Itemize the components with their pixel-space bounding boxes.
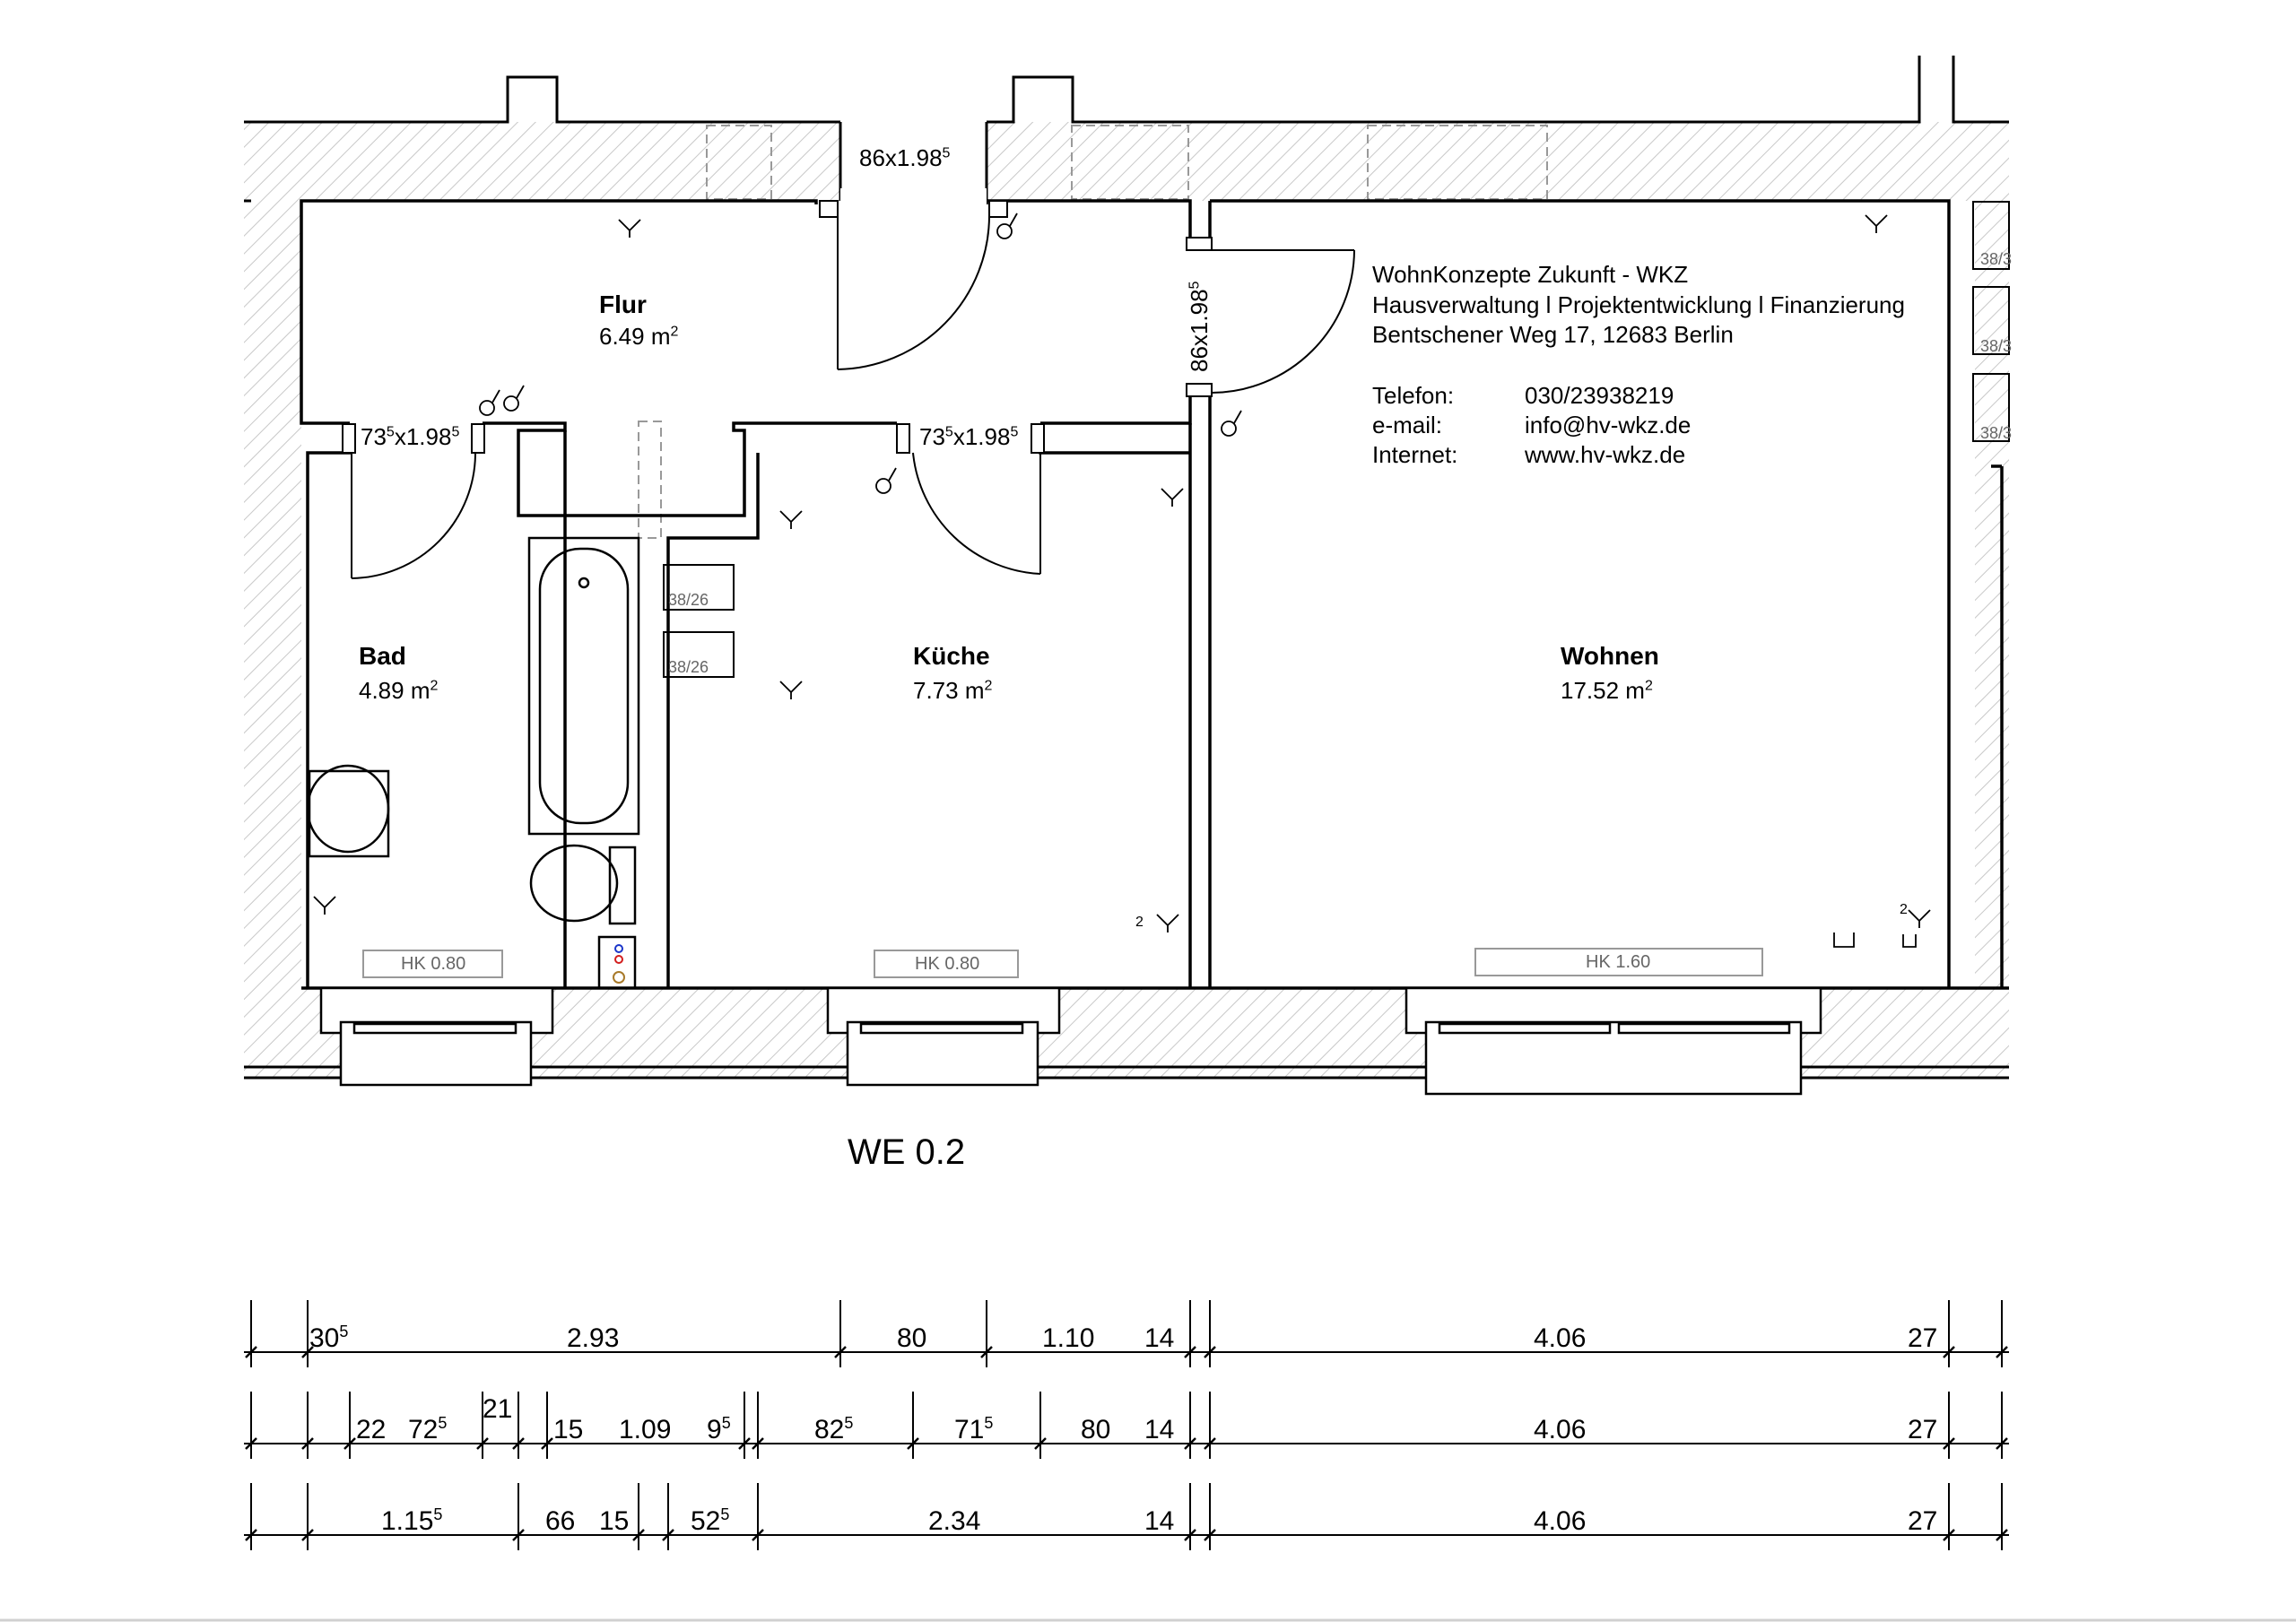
dim-r1-1: $30^5$	[309, 1323, 349, 1353]
dim-r2-6: $9^5$	[707, 1414, 731, 1444]
radiator-outlines	[363, 949, 1762, 977]
dim-r2-2: $72^5$	[408, 1414, 448, 1444]
door-dim-kueche: $73^5x1.98^5$	[919, 423, 1019, 450]
dim-r2-4: 15	[553, 1415, 584, 1444]
dim-r3-6: 14	[1144, 1506, 1175, 1536]
dim-r3-7: 4.06	[1534, 1506, 1587, 1536]
dim-r2-12: 27	[1908, 1415, 1938, 1444]
dim-r2-11: 4.06	[1534, 1415, 1587, 1444]
room-area-kueche: 7.73 $m^2$	[913, 677, 993, 704]
dim-r3-4: $52^5$	[691, 1505, 730, 1536]
dimension-lines	[244, 1300, 2009, 1550]
wall-hatching	[244, 122, 2009, 1078]
dim-r2-1: 22	[356, 1415, 387, 1444]
door-dim-entry: 86x1.98$^5$	[859, 144, 951, 171]
dim-r1-3: 80	[897, 1323, 927, 1353]
dim-r3-5: 2.34	[928, 1506, 981, 1536]
interior-walls	[301, 201, 2009, 988]
door-jambs	[343, 201, 1212, 453]
door-openings	[354, 188, 1222, 462]
dim-r2-10: 14	[1144, 1415, 1175, 1444]
shafts	[664, 202, 2009, 677]
radiator-label-bad: HK 0.80	[401, 954, 466, 974]
dim-r2-3: 21	[483, 1394, 513, 1424]
web-value: www.hv-wkz.de	[1525, 441, 1686, 468]
dim-r1-5: 14	[1144, 1323, 1175, 1353]
socket-count-wohnen: 2	[1900, 902, 1908, 917]
company-services: Hausverwaltung l Projektentwicklung l Finanzierung	[1372, 291, 1905, 318]
dim-r2-5: 1.09	[619, 1415, 672, 1444]
dim-r2-7: $82^5$	[814, 1414, 854, 1444]
company-name: WohnKonzepte Zukunft - WKZ	[1372, 261, 1689, 288]
dim-r2-8: $71^5$	[954, 1414, 994, 1444]
radiator-label-wohnen: HK 1.60	[1586, 952, 1651, 972]
dim-r1-2: 2.93	[567, 1323, 620, 1353]
door-dim-wohnen: 86x1.98$^5$	[1186, 281, 1213, 372]
room-name-wohnen: Wohnen	[1561, 642, 1659, 670]
dim-r1-6: 4.06	[1534, 1323, 1587, 1353]
room-name-kueche: Küche	[913, 642, 990, 670]
dim-r3-3: 15	[599, 1506, 630, 1536]
utility-colored-dots	[613, 945, 624, 983]
shaft-label-r1: 38/3	[1980, 250, 2013, 268]
phone-label: Telefon:	[1372, 382, 1455, 409]
room-name-bad: Bad	[359, 642, 406, 670]
room-area-wohnen: 17.52 $m^2$	[1561, 677, 1653, 704]
shaft-label-r3: 38/3	[1980, 424, 2013, 442]
dim-r3-2: 66	[545, 1506, 576, 1536]
room-area-bad: 4.89 $m^2$	[359, 677, 439, 704]
radiator-label-kueche: HK 0.80	[915, 954, 980, 974]
dim-r1-7: 27	[1908, 1323, 1938, 1353]
sanitary-fixtures	[308, 538, 639, 988]
email-label: e-mail:	[1372, 412, 1443, 438]
phone-value: 030/23938219	[1525, 382, 1674, 409]
unit-label: WE 0.2	[848, 1132, 966, 1172]
shaft-label-2: 38/26	[668, 658, 709, 676]
door-dim-bad: $73^5x1.98^5$	[361, 423, 460, 450]
dim-r3-8: 27	[1908, 1506, 1938, 1536]
room-area-flur: 6.49 $m^2$	[599, 323, 679, 350]
exterior-walls	[244, 56, 2009, 1078]
socket-count-kueche: 2	[1135, 915, 1144, 930]
room-name-flur: Flur	[599, 291, 647, 318]
company-address: Bentschener Weg 17, 12683 Berlin	[1372, 321, 1734, 348]
dim-r1-4: 1.10	[1042, 1323, 1095, 1353]
shaft-label-r2: 38/3	[1980, 337, 2013, 355]
web-label: Internet:	[1372, 441, 1458, 468]
email-value: info@hv-wkz.de	[1525, 412, 1692, 438]
dim-r2-9: 80	[1081, 1415, 1111, 1444]
shaft-label-1: 38/26	[668, 591, 709, 609]
dim-r3-1: 1.15$^5$	[381, 1505, 443, 1536]
